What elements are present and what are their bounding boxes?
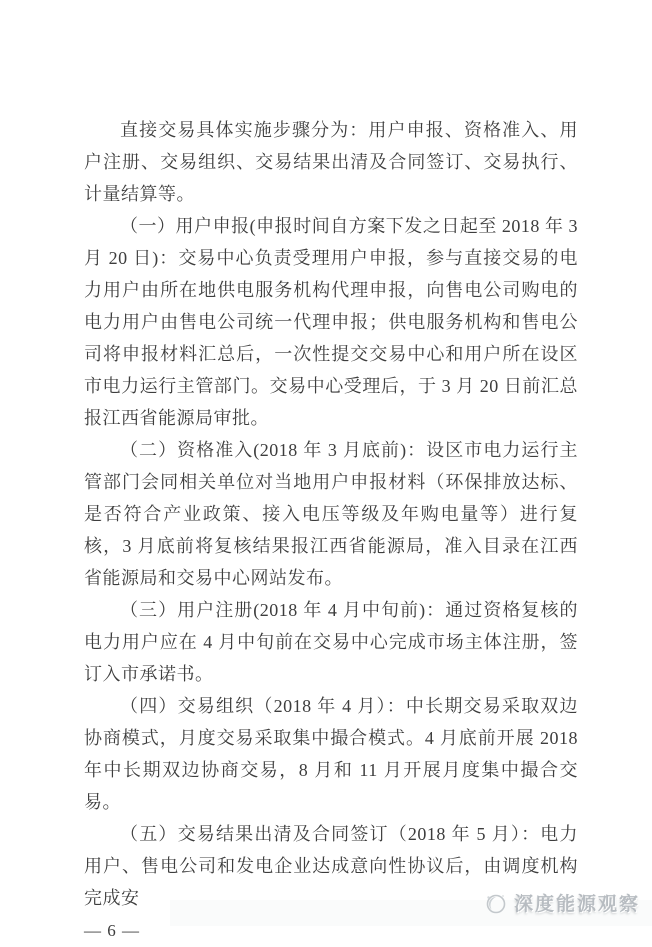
document-body (84, 114, 578, 947)
page-number: — 6 — (84, 921, 140, 940)
paragraph-step4-trade-organization: （四）交易组织（2018 年 4 月）：中长期交易采取双边协商模式，月度交易采取集中撮合模式。4 月底前开展 2018 年中长期双边协商交易，8 月和 11 月开展月度集中撮合交易。 (84, 696, 578, 812)
watermark-text: 深度能源观察 (513, 894, 640, 915)
paragraph-step5-clearing-contract: （五）交易结果出清及合同签订（2018 年 5 月）：电力用户、售电公司和发电企业达成意向性协议后，由调度机构完成安 (84, 824, 578, 908)
sphere-logo-icon (483, 891, 507, 915)
paragraph-step2-qualification: （二）资格准入(2018 年 3 月底前)：设区市电力运行主管部门会同相关单位对当地用户申报材料（环保排放达标、是否符合产业政策、接入电压等级及年购电量等）进行复核，3 月底前将复核结果报江西省能源局，准入目录在江西省能源局和交易中心网站发布。 (84, 440, 578, 588)
watermark (483, 889, 640, 916)
paragraph-step1-user-declaration: （一）用户申报(申报时间自方案下发之日起至 2018 年 3 月 20 日)：交易中心负责受理用户申报，参与直接交易的电力用户由所在地供电服务机构代理申报，向售电公司购电的电力用户由售电公司统一代理申报；供电服务机构和售电公司将申报材料汇总后，一次性提交交易中心和用户所在设区市电力运行主管部门。交易中心受理后，于 3 月 20 日前汇总报江西省能源局审批。 (84, 216, 578, 428)
paragraph-step3-registration: （三）用户注册(2018 年 4 月中旬前)：通过资格复核的电力用户应在 4 月中旬前在交易中心完成市场主体注册，签订入市承诺书。 (84, 600, 578, 684)
paragraph-intro: 直接交易具体实施步骤分为：用户申报、资格准入、用户注册、交易组织、交易结果出清及合同签订、交易执行、计量结算等。 (84, 120, 578, 204)
